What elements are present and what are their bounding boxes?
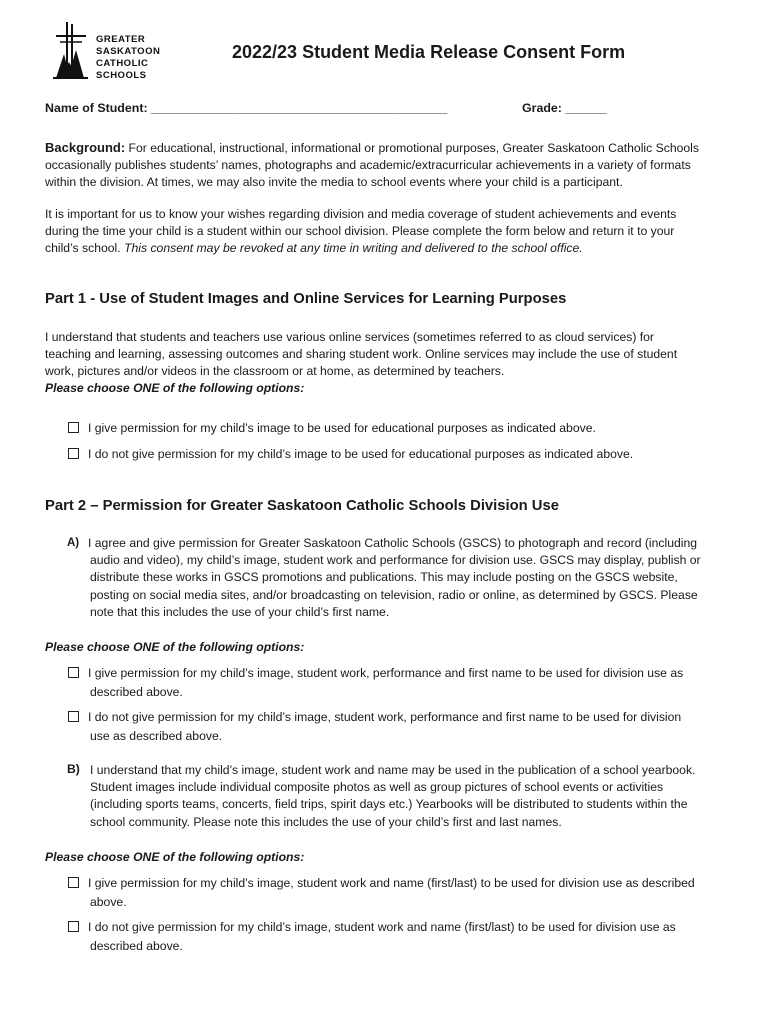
logo-wordmark xyxy=(96,34,160,82)
part1-option-not-give[interactable] xyxy=(68,445,728,464)
part1-paragraph xyxy=(45,329,735,381)
section-a-text: I agree and give permission for Greater Saskatoon Catholic Schools (GSCS) to photograph and record (including xyxy=(88,536,698,550)
section-a-paragraph xyxy=(90,535,730,621)
importance-paragraph xyxy=(45,206,735,258)
part1-choose-instruction: Please choose ONE of the following options: xyxy=(45,381,305,395)
revocation-note: This consent may be revoked at any time in writing and delivered to the school office. xyxy=(124,241,583,256)
importance-text: during the time your child is a student within our school division. Please complete the form below and return it to your xyxy=(45,224,675,239)
option-label-continued: described above. xyxy=(90,939,183,953)
section-b-option-give[interactable] xyxy=(68,874,728,893)
section-a-option-give[interactable] xyxy=(68,664,728,683)
importance-text: It is important for us to know your wishes regarding division and media coverage of student achievements and events xyxy=(45,207,677,221)
background-label: Background: xyxy=(45,140,126,155)
part2-heading: Part 2 – Permission for Greater Saskatoon Catholic Schools Division Use xyxy=(45,498,559,514)
section-b-text: (including sports teams, concerts, field trips, spirit days etc.) Yearbooks will be distributed to students within the xyxy=(90,797,688,812)
section-a-text: note that this includes the use of your child’s first name. xyxy=(90,604,390,619)
checkbox[interactable] xyxy=(68,667,79,678)
section-a-choose-instruction: Please choose ONE of the following options: xyxy=(45,640,305,654)
background-text: occasionally publishes students’ names, photographs and academic/extracurricular achievements in a variety of formats xyxy=(45,158,691,173)
background-text: For educational, instructional, informational or promotional purposes, Greater Saskatoon Catholic Schools xyxy=(125,141,699,155)
checkbox[interactable] xyxy=(68,422,79,433)
option-label-continued: use as described above. xyxy=(90,729,223,743)
section-b-text: Student images include individual composite photos as well as group pictures of school events or activities xyxy=(90,780,664,795)
option-label: I do not give permission for my child’s image, student work, performance and first name to be used for division xyxy=(88,710,682,724)
part1-text: work, pictures and/or videos in the classroom or at home, as determined by teachers. xyxy=(45,364,505,379)
section-b-choose-instruction: Please choose ONE of the following options: xyxy=(45,850,305,864)
school-logo xyxy=(52,20,182,80)
cathedral-cross-icon xyxy=(52,20,92,80)
logo-line: SASKATOON xyxy=(96,46,161,57)
checkbox[interactable] xyxy=(68,877,79,888)
option-label-continued: described above. xyxy=(90,685,183,699)
background-paragraph xyxy=(45,139,735,192)
section-b-text: I understand that my child’s image, student work and name may be used in the publication of a school yearbook. xyxy=(90,763,696,777)
section-a-text: audio and video), my child’s image, student work and performance for division use. GSCS may display, publish or xyxy=(90,553,701,568)
option-label: I give permission for my child’s image, student work, performance and first name to be used for division use as xyxy=(88,666,684,680)
option-label: I give permission for my child’s image to be used for educational purposes as indicated above. xyxy=(88,421,596,435)
logo-line: CATHOLIC xyxy=(96,58,149,69)
logo-line: SCHOOLS xyxy=(96,70,147,81)
part1-text: I understand that students and teachers use various online services (sometimes referred to as cloud services) for xyxy=(45,330,654,344)
student-name-field[interactable]: Name of Student: ___________________________________________ xyxy=(45,101,448,115)
section-a-label: A) xyxy=(67,537,80,549)
grade-field[interactable]: Grade: ______ xyxy=(522,101,607,115)
section-b-label: B) xyxy=(67,762,80,776)
option-label: I do not give permission for my child’s image to be used for educational purposes as indicated above. xyxy=(88,447,634,461)
importance-text: child’s school. xyxy=(45,241,125,256)
logo-line: GREATER xyxy=(96,34,146,45)
background-text: within the division. At times, we may also invite the media to school events where your child is a participant. xyxy=(45,175,623,190)
checkbox[interactable] xyxy=(68,448,79,459)
part1-text: teaching and learning, assessing outcomes and sharing student work. Online services may include the use of student xyxy=(45,347,678,362)
form-title: 2022/23 Student Media Release Consent Form xyxy=(232,42,626,62)
section-a-text: posting on social media sites, and/or broadcasting on television, radio or online, as determined by GSCS. Please xyxy=(90,587,698,602)
section-a-text: distribute these works in GSCS promotions and publications. This may include posting on the GSCS website, xyxy=(90,570,678,585)
option-label: I give permission for my child’s image, student work and name (first/last) to be used for division use as described xyxy=(88,876,695,890)
checkbox[interactable] xyxy=(68,921,79,932)
section-b-option-not-give[interactable] xyxy=(68,918,728,937)
part1-option-give[interactable] xyxy=(68,419,728,438)
section-b-text: school community. Please note this includes the use of your child’s first and last names. xyxy=(90,814,562,829)
checkbox[interactable] xyxy=(68,711,79,722)
section-a-option-not-give[interactable] xyxy=(68,708,728,727)
section-b-paragraph xyxy=(90,762,730,831)
option-label: I do not give permission for my child’s image, student work and name (first/last) to be used for division use as xyxy=(88,920,676,934)
part1-heading: Part 1 - Use of Student Images and Online Services for Learning Purposes xyxy=(45,291,567,307)
option-label-continued: above. xyxy=(90,895,127,909)
